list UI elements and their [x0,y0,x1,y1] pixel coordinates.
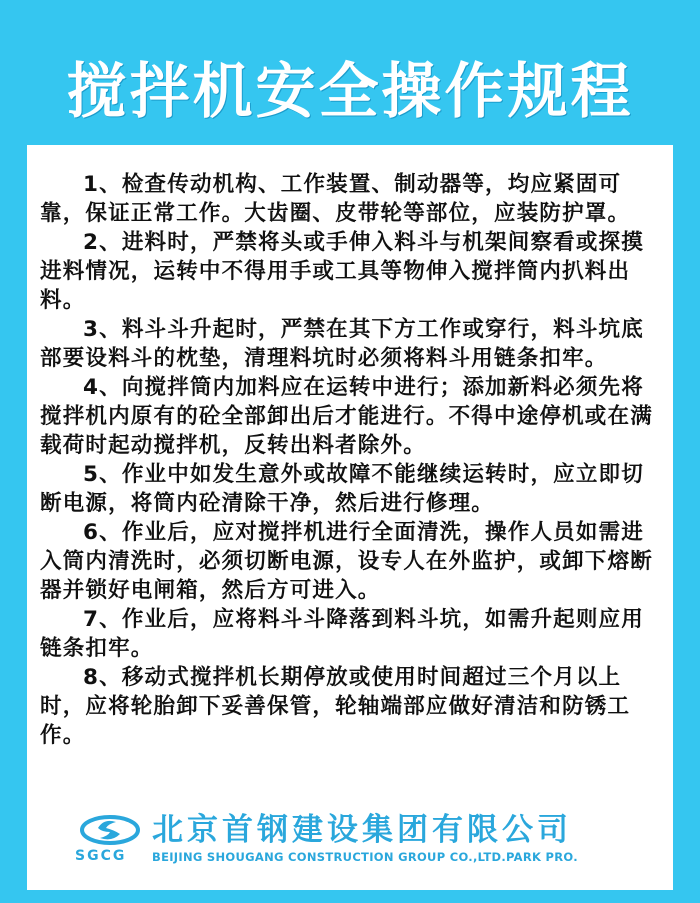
company-name-chinese: 北京首钢建设集团有限公司 [152,812,572,848]
rule-item: 8、移动式搅拌机长期停放或使用时间超过三个月以上时，应将轮胎卸下妥善保管，轮轴端部应做好清洁和防锈工作。 [40,665,631,748]
company-name-english: BEIJING SHOUGANG CONSTRUCTION GROUP CO.,LTD.PARK PRO. [152,850,578,864]
rule-item: 7、作业后，应将料斗斗降落到料斗坑，如需升起则应用链条扣牢。 [40,607,644,661]
rules-list [40,170,662,750]
rule-item: 1、检查传动机构、工作装置、制动器等，均应紧固可靠，保证正常工作。大齿圈、皮带轮等部位，应装防护罩。 [40,172,631,226]
rule-item: 4、向搅拌筒内加料应在运转中进行；添加新料必须先将搅拌机内原有的砼全部卸出后才能进行。不得中途停机或在满载荷时起动搅拌机，反转出料者除外。 [40,375,653,458]
rule-item: 3、料斗斗升起时，严禁在其下方工作或穿行，料斗坑底部要设料斗的枕垫，清理料坑时必须将料斗用链条扣牢。 [40,317,644,371]
rule-item: 6、作业后，应对搅拌机进行全面清洗，操作人员如需进入筒内清洗时，必须切断电源，设专人在外监护，或卸下熔断器并锁好电闸箱，然后方可进入。 [40,520,653,603]
rule-item: 2、进料时，严禁将头或手伸入料斗与机架间察看或探摸进料情况，运转中不得用手或工具等物伸入搅拌筒内扒料出料。 [40,230,644,313]
logo-abbreviation: SGCG [75,848,127,864]
rule-item: 5、作业中如发生意外或故障不能继续运转时，应立即切断电源，将筒内砼清除干净，然后进行修理。 [40,462,644,516]
page-title: 搅拌机安全操作规程 [66,57,634,127]
